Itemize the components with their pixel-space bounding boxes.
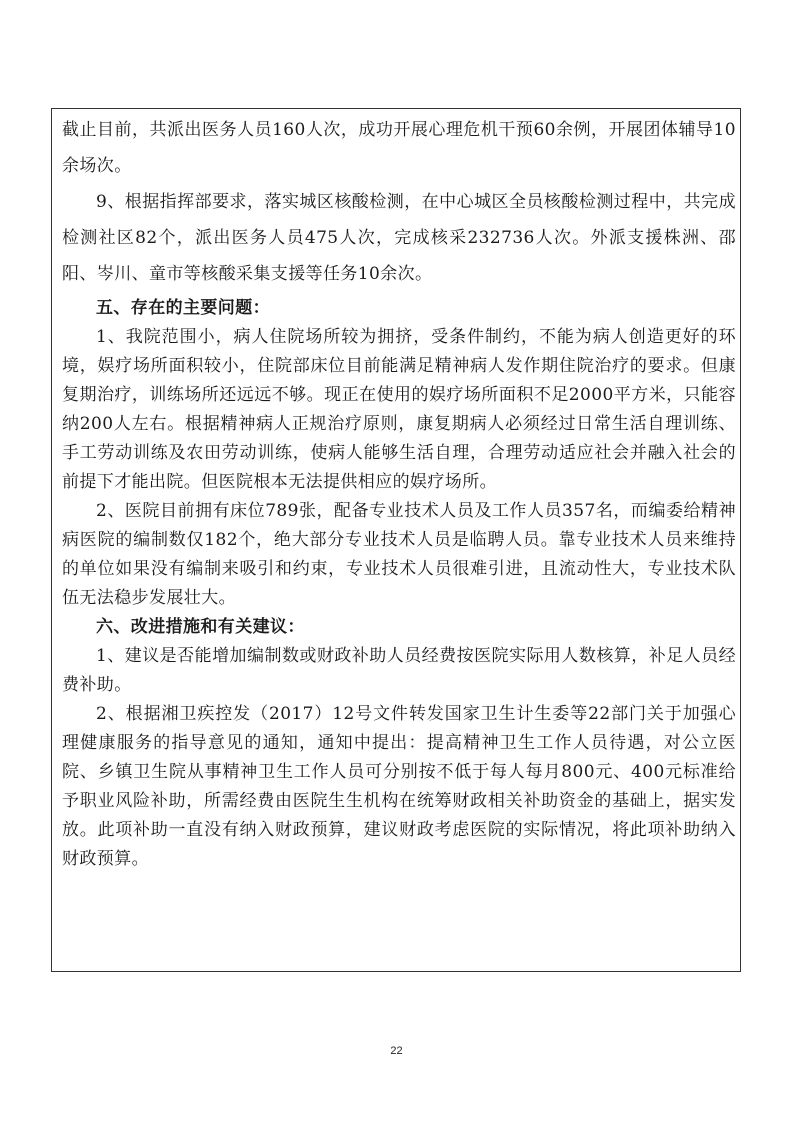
page-number: 22 [390,1045,403,1057]
problem-item-space: 1、我院范围小，病人住院场所较为拥挤，受条件制约，不能为病人创造更好的环境，娱疗场所面积较小，住院部床位目前能满足精神病人发作期住院治疗的要求。但康复期治疗，训练场所还远远不够。现正在使用的娱疗场所面积不足2000平方米，只能容纳200人左右。根据精神病人正规治疗原则，康复期病人必须经过日常生活自理训练、手工劳动训练及农田劳动训练，使病人能够生活自理，合理劳动适应社会并融入社会的前提下才能出院。但医院根本无法提供相应的娱疗场所。 [62,327,736,492]
suggestion-item-funding: 1、建议是否能增加编制数或财政补助人员经费按医院实际用人数核算，补足人员经费补助。 [62,646,736,695]
paragraph-counseling-summary: 截止目前，共派出医务人员160人次，成功开展心理危机干预60余例，开展团体辅导10余场次。 [62,120,736,176]
section-heading-problems: 五、存在的主要问题： [96,298,270,318]
suggestion-item-subsidy: 2、根据湘卫疾控发（2017）12号文件转发国家卫生计生委等22部门关于加强心理健康服务的指导意见的通知，通知中提出：提高精神卫生工作人员待遇，对公立医院、乡镇卫生院从事精神卫生工作人员可分别按不低于每人每月800元、400元标准给予职业风险补助，所需经费由医院生生机构在统筹财政相关补助资金的基础上，据实发放。此项补助一直没有纳入财政预算，建议财政考虑医院的实际情况，将此项补助纳入财政预算。 [62,704,736,869]
document-body [62,112,736,874]
paragraph-nucleic-acid-testing: 9、根据指挥部要求，落实城区核酸检测，在中心城区全员核酸检测过程中，共完成检测社区82个，派出医务人员475人次，完成核采232736人次。外派支援株洲、邵阳、岑川、童市等核酸采集支援等任务10余次。 [62,192,736,284]
problem-item-staffing: 2、医院目前拥有床位789张，配备专业技术人员及工作人员357名，而编委给精神病医院的编制数仅182个，绝大部分专业技术人员是临聘人员。靠专业技术人员来维持的单位如果没有编制来吸引和约束，专业技术人员很难引进，且流动性大，专业技术队伍无法稳步发展壮大。 [62,501,736,608]
section-heading-suggestions: 六、改进措施和有关建议： [96,617,305,637]
